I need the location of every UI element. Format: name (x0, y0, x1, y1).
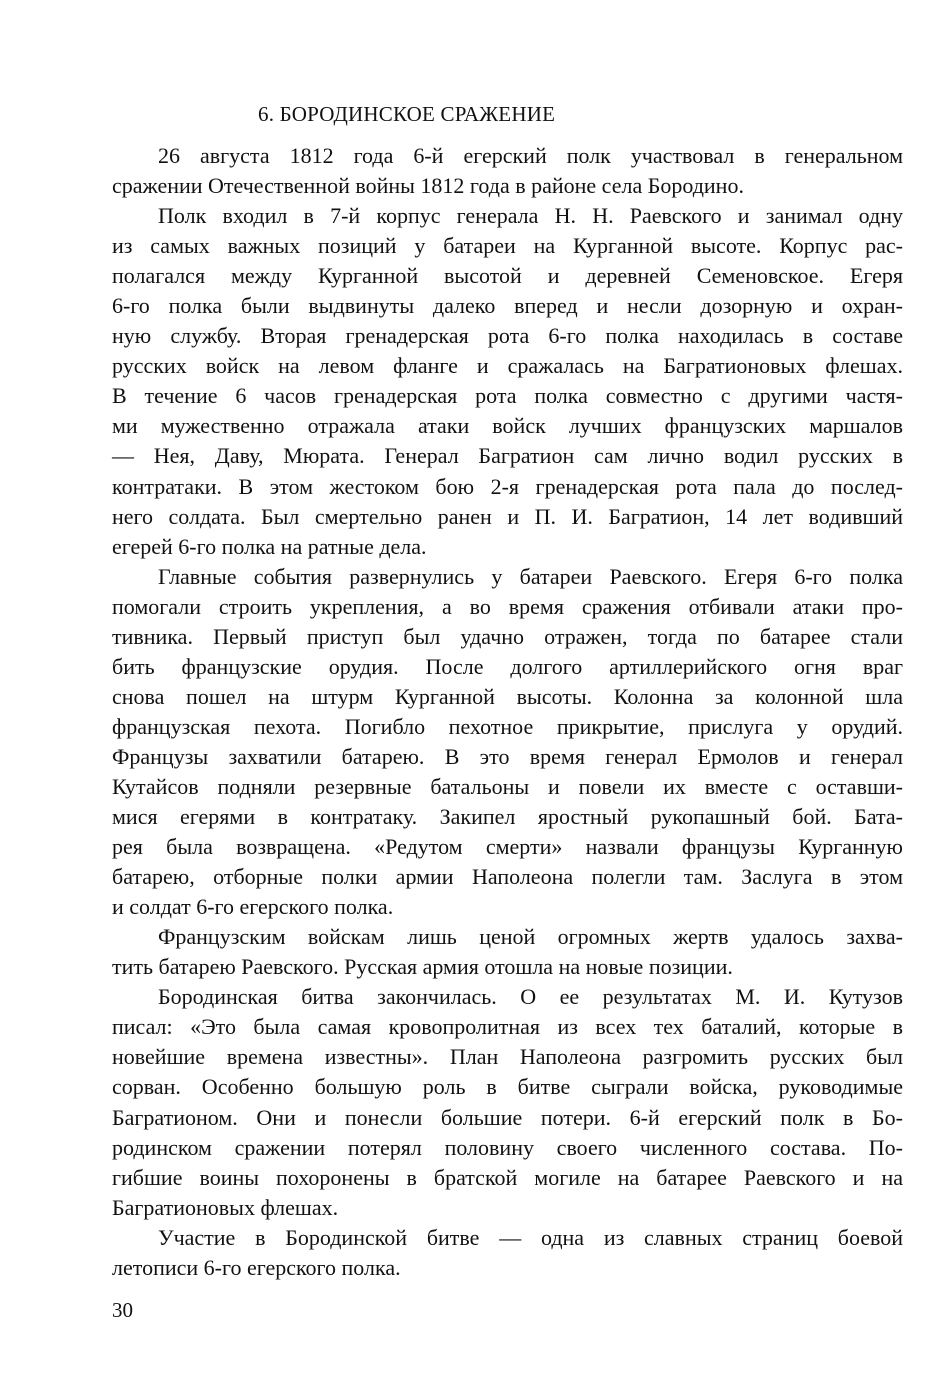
text-line: летописи 6-го егерского полка. (112, 1254, 401, 1280)
text-line: рея была возвращена. «Редутом смерти» назвали французы Курганную (112, 834, 903, 860)
text-line: тивника. Первый приступ был удачно отражен, тогда по батарее стали (112, 623, 903, 649)
text-line: сорван. Особенно большую роль в битве сыграли войска, руководимые (112, 1074, 903, 1100)
text-line: 26 августа 1812 года 6-й егерский полк участвовал в генеральном (158, 143, 903, 168)
text-line: сражении Отечественной войны 1812 года в районе села Бородино. (112, 173, 744, 199)
text-line: помогали строить укрепления, а во время сражения отбивали атаки про- (112, 593, 903, 619)
paragraph (112, 1223, 903, 1283)
text-line: Кутайсов подняли резервные батальоны и повели их вместе с оставши- (112, 773, 903, 799)
text-line: французская пехота. Погибло пехотное прикрытие, прислуга у орудий. (112, 713, 903, 739)
text-line: Полк входил в 7-й корпус генерала Н. Н. Раевского и занимал одну (158, 203, 903, 229)
text-line: Бородинская битва закончилась. О ее результатах М. И. Кутузов (158, 984, 903, 1010)
text-line: гибшие воины похоронены в братской могиле на батарее Раевского и на (112, 1164, 903, 1190)
paragraph (112, 982, 903, 1222)
text-line: Участие в Бородинской битве — одна из славных страниц боевой (158, 1224, 903, 1250)
text-line: 6-го полка были выдвинуты далеко вперед и несли дозорную и охран- (112, 293, 903, 319)
paragraph (112, 922, 903, 982)
text-line: новейшие времена известны». План Наполеона разгромить русских был (112, 1044, 903, 1070)
paragraph (112, 562, 903, 923)
text-line: русских войск на левом фланге и сражалась на Багратионовых флешах. (112, 353, 903, 379)
text-line: Багратионовых флешах. (112, 1194, 339, 1220)
text-line: Французы захватили батарею. В это время генерал Ермолов и генерал (112, 743, 903, 769)
text-line: Главные события развернулись у батареи Раевского. Егеря 6-го полка (158, 563, 903, 589)
text-line: снова пошел на штурм Курганной высоты. Колонна за колонной шла (112, 683, 903, 709)
paragraph (112, 141, 903, 201)
text-line: Французским войскам лишь ценой огромных жертв удалось захва- (158, 924, 903, 950)
text-line: ную службу. Вторая гренадерская рота 6-го полка находилась в составе (112, 323, 903, 349)
chapter-body (112, 141, 903, 1283)
text-line: из самых важных позиций у батареи на Курганной высоте. Корпус рас- (112, 233, 903, 259)
text-line: контратаки. В этом жестоком бою 2-я гренадерская рота пала до послед- (112, 473, 903, 499)
page-number: 30 (112, 1298, 133, 1322)
text-line: родинском сражении потерял половину своего численного состава. По- (112, 1134, 903, 1160)
text-line: — Нея, Даву, Мюрата. Генерал Багратион сам лично водил русских в (112, 443, 903, 469)
text-line: писал: «Это была самая кровопролитная из всех тех баталий, которые в (112, 1014, 903, 1040)
text-line: В течение 6 часов гренадерская рота полка совместно с другими частя- (112, 383, 903, 409)
text-line: бить французские орудия. После долгого артиллерийского огня враг (112, 653, 903, 679)
chapter-title: 6. БОРОДИНСКОЕ СРАЖЕНИЕ (258, 102, 556, 126)
text-line: Багратионом. Они и понесли большие потери. 6-й егерский полк в Бо- (112, 1104, 903, 1130)
text-line: полагался между Курганной высотой и деревней Семеновское. Егеря (112, 263, 903, 289)
text-line: тить батарею Раевского. Русская армия отошла на новые позиции. (112, 954, 733, 980)
text-line: него солдата. Был смертельно ранен и П. И. Багратион, 14 лет водивший (112, 503, 903, 529)
text-line: батарею, отборные полки армии Наполеона полегли там. Заслуга в этом (112, 864, 903, 890)
text-line: мися егерями в контратаку. Закипел яростный рукопашный бой. Бата- (112, 804, 903, 830)
text-line: егерей 6-го полка на ратные дела. (112, 533, 427, 559)
text-line: и солдат 6-го егерского полка. (112, 894, 394, 920)
text-line: ми мужественно отражала атаки войск лучших французских маршалов (112, 413, 903, 439)
paragraph (112, 201, 903, 562)
